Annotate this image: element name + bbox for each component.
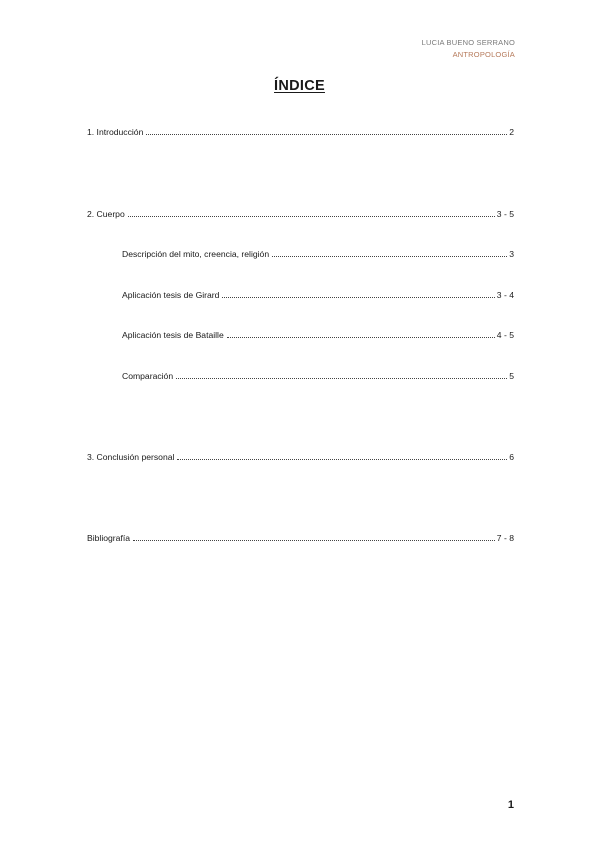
toc-dot-leader (222, 291, 494, 298)
toc-entry-cuerpo[interactable] (87, 208, 514, 220)
toc-dot-leader (128, 210, 495, 217)
toc-entry-girard[interactable] (122, 289, 514, 301)
toc-entry-page: 3 - 5 (496, 209, 514, 219)
page-number: 1 (507, 799, 514, 811)
toc-dot-leader (176, 372, 507, 379)
toc-entry-page: 2 (509, 127, 514, 137)
author-name: LUCIA BUENO SERRANO (421, 38, 515, 47)
toc-entry-label: Bibliografía (87, 533, 130, 543)
toc-entry-page: 7 - 8 (496, 533, 514, 543)
toc-entry-page: 3 - 4 (496, 290, 514, 300)
toc-entry-label: 2. Cuerpo (87, 209, 125, 219)
toc-dot-leader (146, 128, 507, 135)
toc-entry-page: 3 (509, 249, 514, 259)
toc-dot-leader (272, 250, 507, 257)
toc-entry-label: Comparación (122, 371, 174, 381)
toc-entry-label: Aplicación tesis de Girard (122, 290, 220, 300)
toc-entry-label: 1. Introducción (87, 127, 144, 137)
toc-entry-comparacion[interactable] (122, 370, 514, 382)
toc-entry-page: 5 (509, 371, 514, 381)
toc-dot-leader (227, 331, 495, 338)
toc-dot-leader (133, 534, 495, 541)
toc-entry-page: 6 (509, 452, 514, 462)
page-title: ÍNDICE (274, 78, 325, 94)
subject-name: ANTROPOLOGÍA (452, 50, 515, 59)
toc-entry-bibliografia[interactable] (87, 532, 514, 544)
toc-entry-descripcion[interactable] (122, 248, 514, 260)
toc-entry-label: Aplicación tesis de Bataille (122, 330, 224, 340)
toc-entry-bataille[interactable] (122, 329, 514, 341)
toc-entry-label: 3. Conclusión personal (87, 452, 175, 462)
toc-entry-label: Descripción del mito, creencia, religión (122, 249, 270, 259)
toc-entry-introduccion[interactable] (87, 126, 514, 138)
toc-entry-page: 4 - 5 (496, 330, 514, 340)
toc-dot-leader (177, 453, 507, 460)
toc-entry-conclusion[interactable] (87, 451, 514, 463)
document-header (422, 37, 515, 61)
